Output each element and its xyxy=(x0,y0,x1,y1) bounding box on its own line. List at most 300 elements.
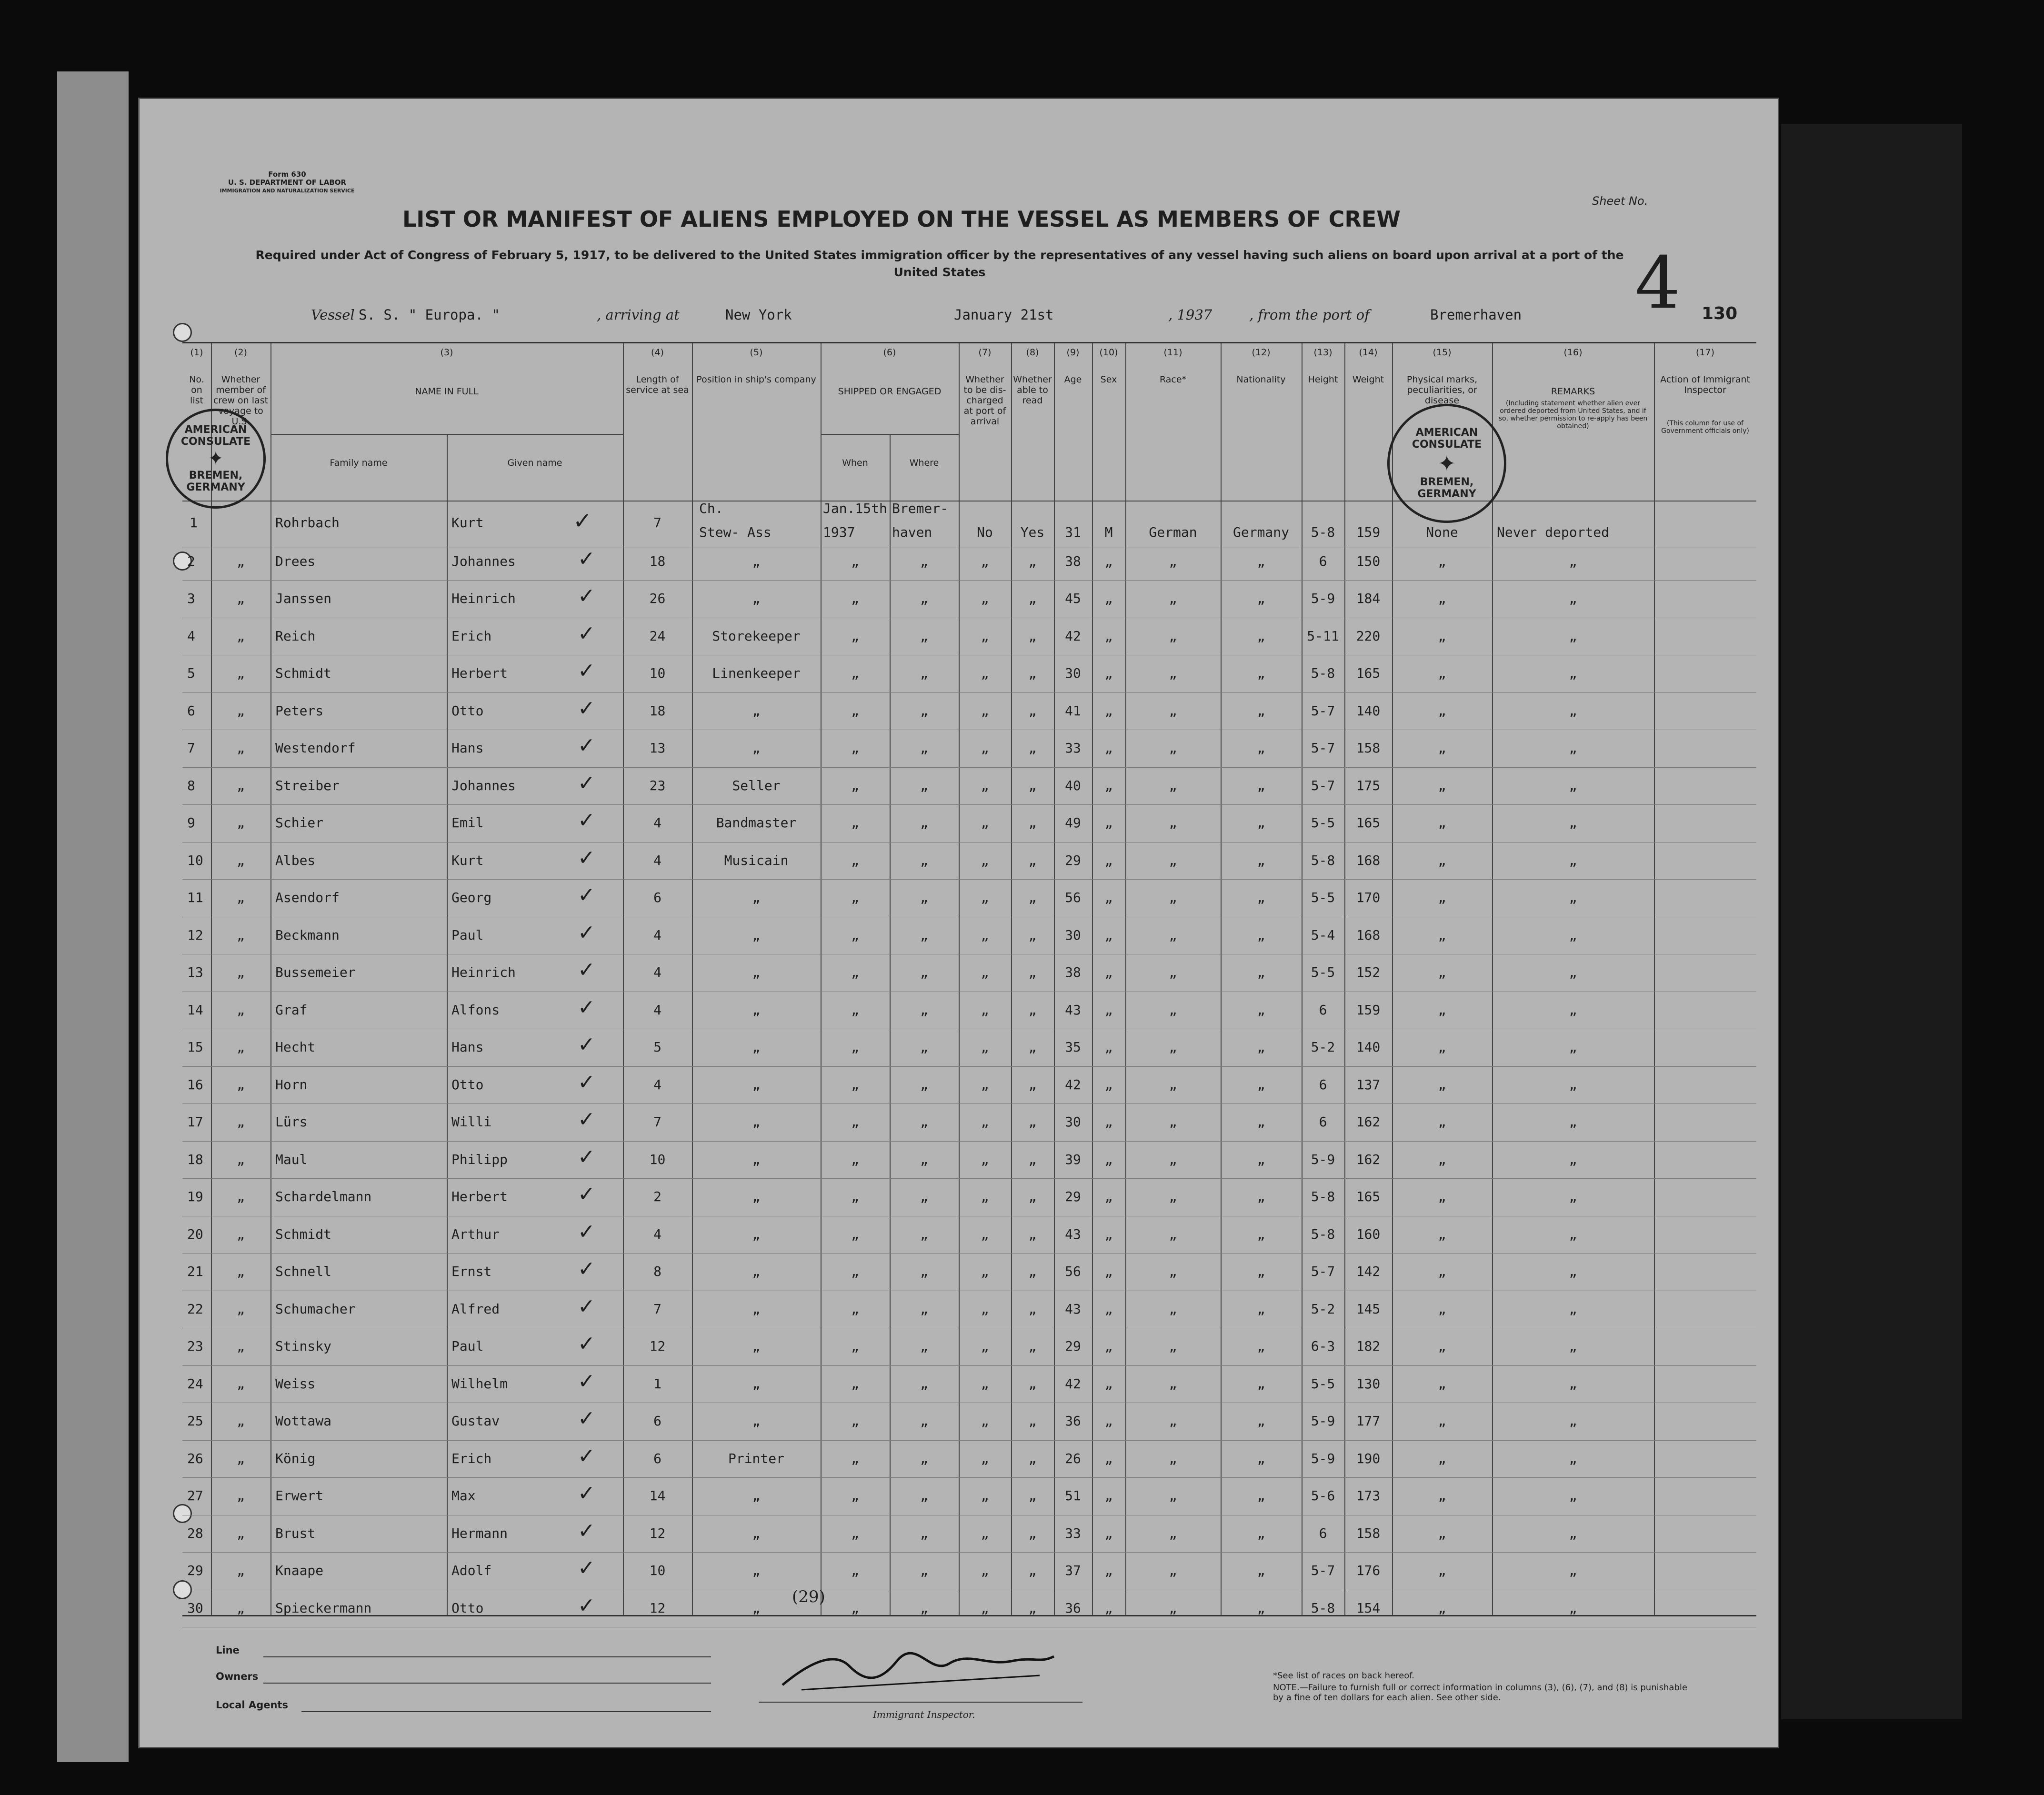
height: 5-9 xyxy=(1311,1151,1335,1167)
remarks-ditto: „ xyxy=(1569,1600,1577,1616)
row-number: 28 xyxy=(187,1525,203,1541)
remarks-ditto: „ xyxy=(1569,1301,1577,1317)
given-name: Otto xyxy=(451,1076,484,1093)
able-to-read-ditto: „ xyxy=(1028,740,1037,756)
discharged-ditto: „ xyxy=(981,890,989,905)
row-number: 2 xyxy=(187,553,195,569)
row-number: 21 xyxy=(187,1264,203,1279)
physical-marks-ditto: „ xyxy=(1438,927,1446,943)
able-to-read-ditto: „ xyxy=(1028,1189,1037,1204)
position: „ xyxy=(752,1488,761,1504)
remarks-ditto: „ xyxy=(1569,964,1577,980)
race-ditto: „ xyxy=(1169,815,1177,831)
height: 5-2 xyxy=(1311,1301,1335,1317)
row-number: 22 xyxy=(187,1301,203,1317)
physical-marks-ditto: „ xyxy=(1438,777,1446,793)
nationality-ditto: „ xyxy=(1257,1226,1265,1242)
column-header-c17: Action of Immigrant Inspector xyxy=(1660,374,1750,395)
discharged-ditto: „ xyxy=(981,628,989,644)
sex-ditto: „ xyxy=(1104,1488,1113,1504)
physical-marks-ditto: „ xyxy=(1438,1189,1446,1204)
page-stamp-number: 130 xyxy=(1702,304,1738,323)
crew-member-ditto: „ xyxy=(237,1002,245,1018)
physical-marks-ditto: „ xyxy=(1438,1301,1446,1317)
length-of-service: 26 xyxy=(649,591,666,606)
physical-marks-ditto: „ xyxy=(1438,1151,1446,1167)
vessel-label: Vessel xyxy=(311,307,355,323)
row-divider xyxy=(182,1552,1756,1553)
inspector-label: Immigrant Inspector. xyxy=(873,1709,975,1720)
row-number: 25 xyxy=(187,1413,203,1429)
crew-member-ditto: „ xyxy=(237,1488,245,1504)
shipped-when-ditto: „ xyxy=(851,1488,859,1504)
length-of-service: 10 xyxy=(649,1151,666,1167)
column-number-c3: (3) xyxy=(440,347,453,358)
able-to-read-ditto: „ xyxy=(1028,815,1037,831)
column-number-c4: (4) xyxy=(651,347,664,358)
sex-ditto: „ xyxy=(1104,740,1113,756)
able-to-read-ditto: „ xyxy=(1028,1039,1037,1055)
check-mark: ✓ xyxy=(578,546,595,571)
crew-member-ditto: „ xyxy=(237,815,245,831)
shipped-where-ditto: „ xyxy=(920,628,928,644)
weight: 168 xyxy=(1356,852,1381,868)
weight: 145 xyxy=(1356,1301,1381,1317)
height: 5-8 xyxy=(1311,665,1335,681)
age: 38 xyxy=(1065,964,1081,980)
age: 43 xyxy=(1065,1301,1081,1317)
discharged-ditto: „ xyxy=(981,702,989,719)
sheet-number: 4 xyxy=(1635,242,1681,325)
race-ditto: „ xyxy=(1169,1301,1177,1317)
able-to-read-ditto: „ xyxy=(1028,591,1037,606)
shipped-where-ditto: „ xyxy=(920,1525,928,1541)
row-divider xyxy=(182,1440,1756,1441)
discharged-ditto: „ xyxy=(981,1600,989,1616)
agents-field xyxy=(301,1711,711,1712)
family-name: Weiss xyxy=(275,1375,316,1392)
column-header-c13: Height xyxy=(1308,374,1338,385)
given-name: Heinrich xyxy=(451,964,516,980)
shipped-when-ditto: „ xyxy=(851,628,859,644)
able-to-read-ditto: „ xyxy=(1028,1338,1037,1354)
family-name: Schardelmann xyxy=(275,1189,372,1204)
discharged-ditto: „ xyxy=(981,1488,989,1504)
height: 5-7 xyxy=(1311,777,1335,793)
row-number: 3 xyxy=(187,591,195,606)
column-header-c12: Nationality xyxy=(1236,374,1286,385)
age: 30 xyxy=(1065,1114,1081,1130)
given-name: Kurt xyxy=(451,515,484,531)
length-of-service: 7 xyxy=(653,515,661,531)
sex-ditto: „ xyxy=(1104,890,1113,905)
given-name: Hans xyxy=(451,1039,484,1055)
discharged: No xyxy=(977,524,993,540)
remarks-ditto: „ xyxy=(1569,1450,1577,1466)
given-name: Wilhelm xyxy=(451,1375,508,1392)
position: „ xyxy=(752,591,761,606)
check-mark: ✓ xyxy=(578,995,595,1020)
penalty-note: NOTE.—Failure to furnish full or correct information in columns (3), (6), (7), and (8) is punishable by a fine of ten dollars for each alien. See other side. xyxy=(1273,1683,1687,1703)
shipped-when-ditto: „ xyxy=(851,852,859,868)
sex-ditto: „ xyxy=(1104,1002,1113,1018)
weight: 154 xyxy=(1356,1600,1381,1616)
form-identifier xyxy=(206,170,368,195)
column-header-c1: No. on list xyxy=(189,374,204,406)
check-mark: ✓ xyxy=(578,1556,595,1580)
shipped-when-ditto: „ xyxy=(851,1600,859,1616)
check-mark: ✓ xyxy=(578,883,595,907)
weight: 165 xyxy=(1356,1189,1381,1204)
shipped-when-ditto: „ xyxy=(851,1151,859,1167)
shipped-when-ditto: „ xyxy=(851,553,859,569)
length-of-service: 12 xyxy=(649,1338,666,1354)
crew-member-ditto: „ xyxy=(237,1076,245,1093)
given-name: Herbert xyxy=(451,1189,508,1204)
discharged-ditto: „ xyxy=(981,1264,989,1279)
able-to-read-ditto: „ xyxy=(1028,553,1037,569)
remarks-ditto: „ xyxy=(1569,777,1577,793)
able-to-read-ditto: „ xyxy=(1028,927,1037,943)
family-name: Albes xyxy=(275,852,316,868)
remarks-ditto: „ xyxy=(1569,628,1577,644)
height: 5-5 xyxy=(1311,1375,1335,1392)
age: 36 xyxy=(1065,1600,1081,1616)
shipped-where-ditto: „ xyxy=(920,1450,928,1466)
length-of-service: 24 xyxy=(649,628,666,644)
position: „ xyxy=(752,1338,761,1354)
height: 5-8 xyxy=(1311,1226,1335,1242)
shipped-when-ditto: „ xyxy=(851,1450,859,1466)
weight: 190 xyxy=(1356,1450,1381,1466)
able-to-read-ditto: „ xyxy=(1028,890,1037,905)
family-name: Drees xyxy=(275,553,316,569)
column-divider xyxy=(1654,343,1655,1615)
length-of-service: 7 xyxy=(653,1301,661,1317)
race-ditto: „ xyxy=(1169,553,1177,569)
age: 29 xyxy=(1065,1189,1081,1204)
crew-member-ditto: „ xyxy=(237,1450,245,1466)
remarks-ditto: „ xyxy=(1569,1338,1577,1354)
position: „ xyxy=(752,1301,761,1317)
length-of-service: 4 xyxy=(653,1002,661,1018)
position: Seller xyxy=(732,777,781,793)
weight: 170 xyxy=(1356,890,1381,905)
crew-member-ditto: „ xyxy=(237,1375,245,1392)
family-name: Stinsky xyxy=(275,1338,332,1354)
column-number-c1: (1) xyxy=(190,347,203,358)
crew-member-ditto: „ xyxy=(237,591,245,606)
shipped-where-ditto: „ xyxy=(920,1375,928,1392)
row-number: 1 xyxy=(190,515,198,531)
crew-member-ditto: „ xyxy=(237,1563,245,1578)
check-mark: ✓ xyxy=(578,1481,595,1505)
nationality-ditto: „ xyxy=(1257,1264,1265,1279)
column-number-c17: (17) xyxy=(1695,347,1714,358)
weight: 165 xyxy=(1356,665,1381,681)
discharged-ditto: „ xyxy=(981,1525,989,1541)
from-port-label: , from the port of xyxy=(1249,307,1370,323)
length-of-service: 4 xyxy=(653,964,661,980)
age: 41 xyxy=(1065,702,1081,719)
subheader-where: Where xyxy=(909,458,939,468)
row-divider xyxy=(182,1141,1756,1142)
physical-marks: None xyxy=(1426,524,1458,540)
discharged-ditto: „ xyxy=(981,665,989,681)
height: 6-3 xyxy=(1311,1338,1335,1354)
position: „ xyxy=(752,1600,761,1616)
race-ditto: „ xyxy=(1169,1413,1177,1429)
family-name: Schnell xyxy=(275,1264,332,1279)
physical-marks-ditto: „ xyxy=(1438,1375,1446,1392)
sex-ditto: „ xyxy=(1104,1338,1113,1354)
shipped-when-ditto: „ xyxy=(851,591,859,606)
column-header-c14: Weight xyxy=(1352,374,1384,385)
able-to-read-ditto: „ xyxy=(1028,964,1037,980)
position: „ xyxy=(752,927,761,943)
position: Stew- Ass xyxy=(699,524,772,540)
remarks-ditto: „ xyxy=(1569,1114,1577,1130)
nationality-ditto: „ xyxy=(1257,1039,1265,1055)
nationality-ditto: „ xyxy=(1257,665,1265,681)
weight: 165 xyxy=(1356,815,1381,831)
able-to-read-ditto: „ xyxy=(1028,1114,1037,1130)
row-number: 7 xyxy=(187,740,195,756)
sex: M xyxy=(1104,524,1113,540)
family-name: Spieckermann xyxy=(275,1600,372,1616)
discharged-ditto: „ xyxy=(981,740,989,756)
weight: 159 xyxy=(1356,1002,1381,1018)
race-ditto: „ xyxy=(1169,1114,1177,1130)
position: „ xyxy=(752,1039,761,1055)
shipped-where-ditto: „ xyxy=(920,1151,928,1167)
length-of-service: 12 xyxy=(649,1600,666,1616)
row-number: 12 xyxy=(187,927,203,943)
physical-marks-ditto: „ xyxy=(1438,1413,1446,1429)
column-number-c16: (16) xyxy=(1563,347,1583,358)
punch-hole xyxy=(173,323,192,342)
height: 6 xyxy=(1319,553,1327,569)
position: „ xyxy=(752,964,761,980)
shipped-where-ditto: „ xyxy=(920,1226,928,1242)
check-mark: ✓ xyxy=(578,1144,595,1169)
height: 5-11 xyxy=(1307,628,1339,644)
nationality-ditto: „ xyxy=(1257,1375,1265,1392)
age: 43 xyxy=(1065,1002,1081,1018)
row-divider xyxy=(182,1066,1756,1067)
position: „ xyxy=(752,740,761,756)
nationality-ditto: „ xyxy=(1257,1413,1265,1429)
family-name: Schmidt xyxy=(275,1226,332,1242)
line-field xyxy=(263,1656,711,1657)
given-name: Paul xyxy=(451,927,484,943)
age: 39 xyxy=(1065,1151,1081,1167)
length-of-service: 8 xyxy=(653,1264,661,1279)
crew-member-ditto: „ xyxy=(237,628,245,644)
physical-marks-ditto: „ xyxy=(1438,1525,1446,1541)
crew-member-ditto: „ xyxy=(237,777,245,793)
column-header-c8: Whether able to read xyxy=(1013,374,1052,406)
row-number: 15 xyxy=(187,1039,203,1055)
weight: 130 xyxy=(1356,1375,1381,1392)
shipped-when: Jan.15th xyxy=(823,501,887,516)
family-name: Schmidt xyxy=(275,665,332,681)
weight: 162 xyxy=(1356,1151,1381,1167)
race-ditto: „ xyxy=(1169,702,1177,719)
remarks-ditto: „ xyxy=(1569,1264,1577,1279)
crew-member-ditto: „ xyxy=(237,702,245,719)
crew-member-ditto: „ xyxy=(237,927,245,943)
physical-marks-ditto: „ xyxy=(1438,1114,1446,1130)
check-mark: ✓ xyxy=(578,1518,595,1543)
column-subheader-c16: (Including statement whether alien ever ordered deported from United States, and if so, whether permission to re-apply has been obtained) xyxy=(1498,400,1648,430)
row-number: 5 xyxy=(187,665,195,681)
weight: 150 xyxy=(1356,553,1381,569)
column-header-c3: NAME IN FULL xyxy=(415,386,479,397)
crew-member-ditto: „ xyxy=(237,1151,245,1167)
check-mark: ✓ xyxy=(578,845,595,870)
height: 5-5 xyxy=(1311,890,1335,905)
shipped-when-ditto: „ xyxy=(851,1563,859,1578)
family-name: Asendorf xyxy=(275,890,340,905)
column-header-c11: Race* xyxy=(1159,374,1187,385)
row-number: 10 xyxy=(187,852,203,868)
position: „ xyxy=(752,1076,761,1093)
crew-member-ditto: „ xyxy=(237,665,245,681)
length-of-service: 5 xyxy=(653,1039,661,1055)
shipped-where-ditto: „ xyxy=(920,1039,928,1055)
manifest-page xyxy=(138,98,1779,1748)
shipped-when-ditto: „ xyxy=(851,1264,859,1279)
race-ditto: „ xyxy=(1169,1600,1177,1616)
shipped-where-ditto: „ xyxy=(920,1600,928,1616)
sex-ditto: „ xyxy=(1104,1301,1113,1317)
race-ditto: „ xyxy=(1169,1525,1177,1541)
given-name: Willi xyxy=(451,1114,492,1130)
able-to-read-ditto: „ xyxy=(1028,702,1037,719)
discharged-ditto: „ xyxy=(981,964,989,980)
position: „ xyxy=(752,1226,761,1242)
age: 42 xyxy=(1065,1076,1081,1093)
column-header-c2: Whether member of crew on last voyage to U.S. xyxy=(213,374,269,427)
given-name: Adolf xyxy=(451,1563,492,1578)
nationality-ditto: „ xyxy=(1257,591,1265,606)
race-ditto: „ xyxy=(1169,1488,1177,1504)
age: 45 xyxy=(1065,591,1081,606)
column-number-c11: (11) xyxy=(1163,347,1182,358)
shipped-when-ditto: „ xyxy=(851,777,859,793)
able-to-read-ditto: „ xyxy=(1028,777,1037,793)
column-number-c7: (7) xyxy=(978,347,992,358)
race-ditto: „ xyxy=(1169,777,1177,793)
crew-member-ditto: „ xyxy=(237,1189,245,1204)
able-to-read-ditto: „ xyxy=(1028,1450,1037,1466)
height: 5-7 xyxy=(1311,1264,1335,1279)
shipped-when-ditto: „ xyxy=(851,702,859,719)
row-number: 19 xyxy=(187,1189,203,1204)
remarks-ditto: „ xyxy=(1569,1151,1577,1167)
able-to-read-ditto: „ xyxy=(1028,1600,1037,1616)
check-mark: ✓ xyxy=(578,771,595,795)
shipped-when-ditto: „ xyxy=(851,665,859,681)
position: „ xyxy=(752,702,761,719)
length-of-service: 6 xyxy=(653,1450,661,1466)
height: 6 xyxy=(1319,1525,1327,1541)
shipped-where-ditto: „ xyxy=(920,1413,928,1429)
form-number: Form 630 xyxy=(268,170,306,179)
row-divider xyxy=(182,767,1756,768)
position: „ xyxy=(752,1189,761,1204)
physical-marks-ditto: „ xyxy=(1438,852,1446,868)
weight: 173 xyxy=(1356,1488,1381,1504)
physical-marks-ditto: „ xyxy=(1438,628,1446,644)
sex-ditto: „ xyxy=(1104,553,1113,569)
column-number-c14: (14) xyxy=(1359,347,1378,358)
nationality-ditto: „ xyxy=(1257,628,1265,644)
age: 36 xyxy=(1065,1413,1081,1429)
height: 5-7 xyxy=(1311,1563,1335,1578)
position: Musicain xyxy=(724,852,789,868)
length-of-service: 4 xyxy=(653,927,661,943)
row-number: 29 xyxy=(187,1563,203,1578)
nationality-ditto: „ xyxy=(1257,1488,1265,1504)
given-name: Emil xyxy=(451,815,484,831)
check-mark: ✓ xyxy=(578,1369,595,1394)
race-ditto: „ xyxy=(1169,1039,1177,1055)
physical-marks-ditto: „ xyxy=(1438,1002,1446,1018)
shipped-where-ditto: „ xyxy=(920,852,928,868)
height: 5-9 xyxy=(1311,1413,1335,1429)
crew-member-ditto: „ xyxy=(237,964,245,980)
row-number: 4 xyxy=(187,628,195,644)
remarks-ditto: „ xyxy=(1569,553,1577,569)
family-name: Rohrbach xyxy=(275,515,340,531)
shipped-where-ditto: „ xyxy=(920,1264,928,1279)
age: 49 xyxy=(1065,815,1081,831)
age: 26 xyxy=(1065,1450,1081,1466)
shipped-when-ditto: „ xyxy=(851,927,859,943)
family-name: Brust xyxy=(275,1525,316,1541)
race-ditto: „ xyxy=(1169,964,1177,980)
sex-ditto: „ xyxy=(1104,852,1113,868)
weight: 137 xyxy=(1356,1076,1381,1093)
given-name: Otto xyxy=(451,1600,484,1616)
race-ditto: „ xyxy=(1169,628,1177,644)
crew-member-ditto: „ xyxy=(237,1264,245,1279)
remarks-ditto: „ xyxy=(1569,1189,1577,1204)
length-of-service: 4 xyxy=(653,815,661,831)
discharged-ditto: „ xyxy=(981,927,989,943)
physical-marks-ditto: „ xyxy=(1438,1600,1446,1616)
page-title: LIST OR MANIFEST OF ALIENS EMPLOYED ON THE VESSEL AS MEMBERS OF CREW xyxy=(402,206,1401,232)
crew-member-ditto: „ xyxy=(237,890,245,905)
height: 5-7 xyxy=(1311,702,1335,719)
row-number: 24 xyxy=(187,1375,203,1392)
weight: 158 xyxy=(1356,740,1381,756)
departure-port: Bremerhaven xyxy=(1430,307,1522,323)
weight: 160 xyxy=(1356,1226,1381,1242)
weight: 220 xyxy=(1356,628,1381,644)
age: 30 xyxy=(1065,665,1081,681)
row-number: 18 xyxy=(187,1151,203,1167)
sex-ditto: „ xyxy=(1104,1151,1113,1167)
shipped-when-ditto: „ xyxy=(851,1375,859,1392)
row-number: 16 xyxy=(187,1076,203,1093)
row-number: 17 xyxy=(187,1114,203,1130)
check-mark: ✓ xyxy=(578,659,595,683)
row-number: 13 xyxy=(187,964,203,980)
sex-ditto: „ xyxy=(1104,1114,1113,1130)
